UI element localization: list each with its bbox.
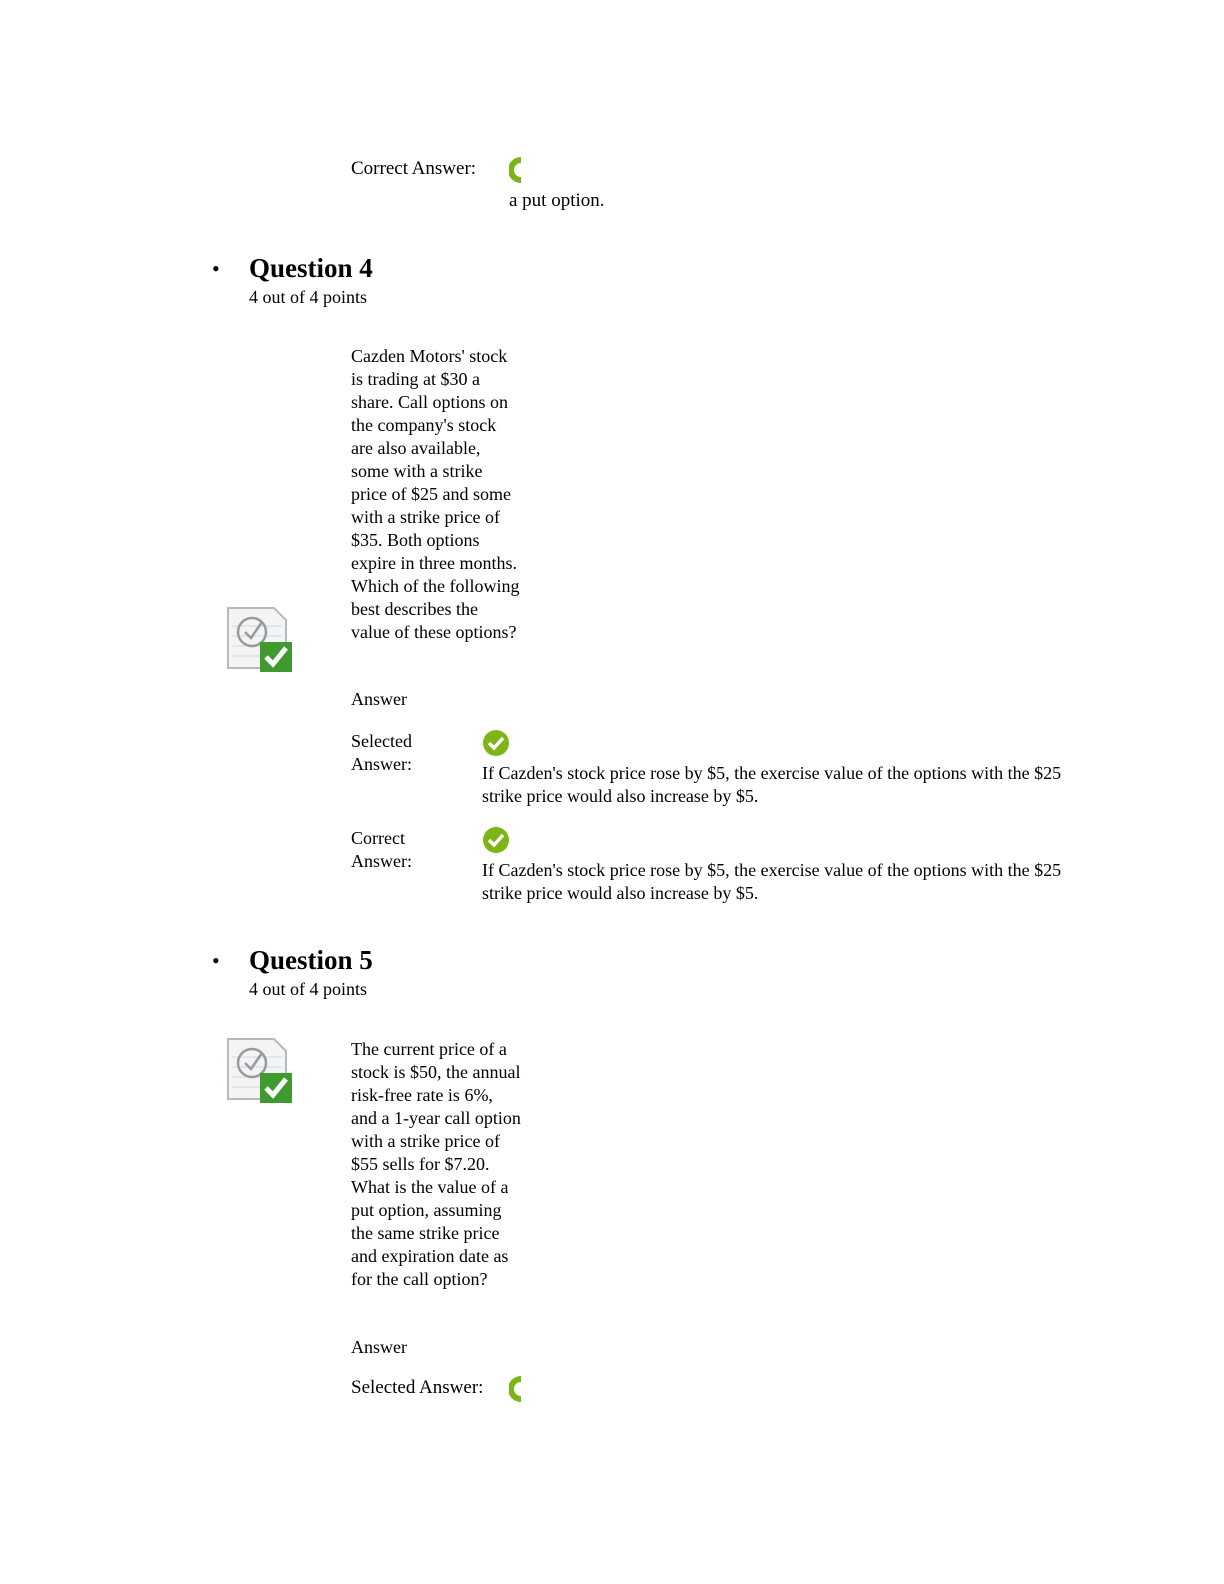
graded-correct-icon bbox=[224, 1035, 296, 1107]
answer-label: Answer bbox=[351, 689, 407, 709]
question-points: 4 out of 4 points bbox=[249, 287, 368, 307]
correct-answer-label: Correct Answer: bbox=[351, 828, 412, 871]
bullet: • bbox=[212, 256, 220, 281]
selected-answer-label: Selected Answer: bbox=[351, 731, 412, 774]
selected-answer-text: If Cazden's stock price rose by $5, the exercise value of the options with the $25 strike price would also increase by $5. bbox=[482, 763, 1062, 806]
correct-answer-label: Correct Answer: bbox=[351, 158, 477, 179]
check-circle-icon bbox=[482, 729, 510, 757]
question-title: Question 5 bbox=[249, 945, 373, 975]
answer-label: Answer bbox=[351, 1337, 407, 1357]
question-prompt: Cazden Motors' stock is trading at $30 a share. Call options on the company's stock are also available, some with a strike price of $25 and some with a strike price of $35. Both options expire in three months. Which of the following best describes the value of these options? bbox=[351, 346, 520, 642]
selected-answer-label: Selected Answer: bbox=[351, 1377, 484, 1398]
question-prompt: The current price of a stock is $50, the annual risk-free rate is 6%, and a 1-year call option with a strike price of $55 sells for $7.20. What is the value of a put option, assuming the same strike price and expiration date as for the call option? bbox=[351, 1039, 521, 1289]
question-points: 4 out of 4 points bbox=[249, 979, 368, 999]
check-circle-icon bbox=[509, 157, 523, 183]
check-circle-icon bbox=[509, 1376, 523, 1402]
graded-correct-icon bbox=[224, 604, 296, 676]
correct-answer-text: If Cazden's stock price rose by $5, the exercise value of the options with the $25 strike price would also increase by $5. bbox=[482, 860, 1062, 903]
question-title: Question 4 bbox=[249, 253, 373, 283]
bullet: • bbox=[212, 948, 220, 973]
check-circle-icon bbox=[482, 826, 510, 854]
correct-answer-text: a put option. bbox=[509, 190, 605, 211]
